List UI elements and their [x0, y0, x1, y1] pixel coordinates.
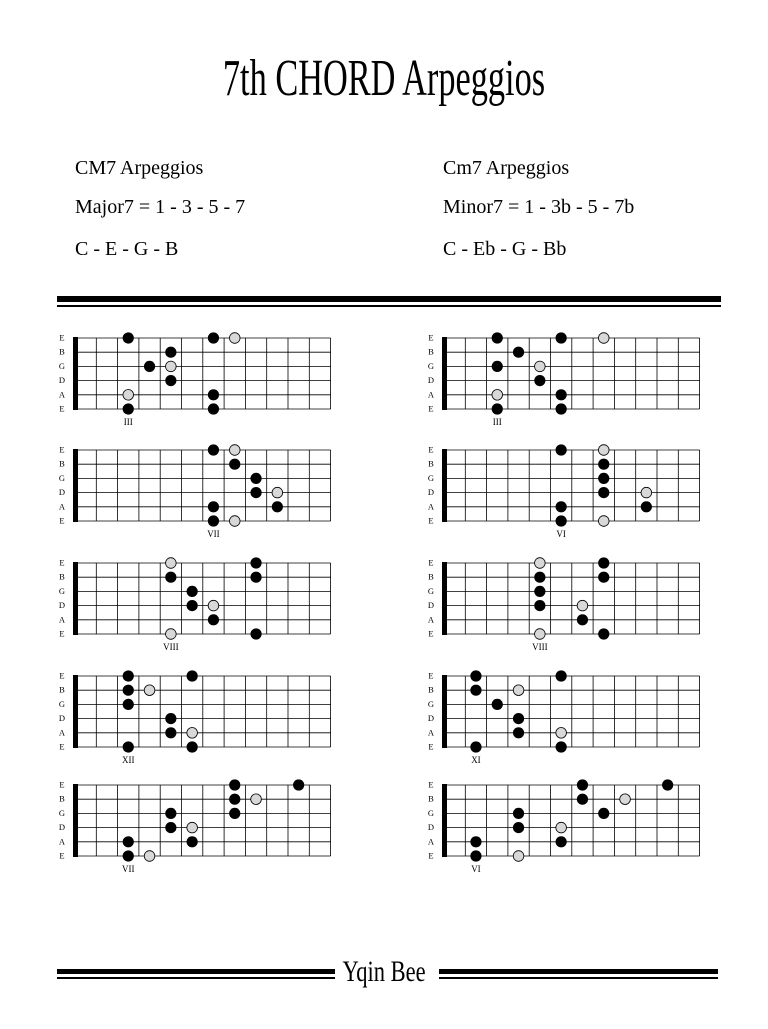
note-dot: [123, 850, 134, 861]
note-dot: [556, 515, 567, 526]
note-dot: [556, 670, 567, 681]
right-heading: Cm7 Arpeggios: [443, 157, 570, 179]
note-dot: [165, 347, 176, 358]
note-dot: [208, 389, 219, 400]
note-dot: [534, 600, 545, 611]
root-note-dot: [492, 390, 503, 401]
note-dot: [556, 332, 567, 343]
position-label: III: [123, 417, 133, 427]
nut: [442, 784, 447, 857]
string-label: E: [59, 444, 65, 455]
string-label: G: [427, 698, 435, 709]
note-dot: [250, 487, 261, 498]
fretboard-diagram: [428, 557, 700, 652]
string-label: E: [59, 779, 65, 790]
fretboard-diagram: [428, 332, 700, 427]
string-label: G: [58, 698, 66, 709]
string-label: E: [59, 515, 65, 526]
string-label: E: [59, 850, 65, 861]
string-label: B: [428, 571, 434, 582]
string-label: E: [59, 403, 65, 414]
note-dot: [144, 361, 155, 372]
nut: [73, 784, 78, 857]
string-label: E: [59, 670, 65, 681]
string-label: E: [428, 444, 434, 455]
string-label: G: [58, 585, 66, 596]
string-label: B: [59, 684, 65, 695]
string-label: E: [428, 779, 434, 790]
note-dot: [208, 515, 219, 526]
root-note-dot: [556, 728, 567, 739]
note-dot: [250, 572, 261, 583]
position-label: VIII: [163, 642, 179, 652]
note-dot: [229, 459, 240, 470]
string-label: A: [427, 836, 435, 847]
note-dot: [165, 727, 176, 738]
string-label: B: [59, 571, 65, 582]
note-dot: [662, 779, 673, 790]
note-dot: [165, 822, 176, 833]
note-dot: [641, 501, 652, 512]
note-dot: [534, 586, 545, 597]
note-dot: [123, 332, 134, 343]
string-label: B: [428, 458, 434, 469]
footer-rule-left-thick: [57, 969, 335, 974]
fretboard-diagram: [59, 779, 331, 874]
note-dot: [492, 699, 503, 710]
string-label: E: [59, 628, 65, 639]
position-label: VII: [122, 864, 135, 874]
note-dot: [513, 808, 524, 819]
nut: [73, 675, 78, 748]
note-dot: [470, 741, 481, 752]
fretboard-diagram: [428, 779, 700, 874]
string-label: E: [59, 741, 65, 752]
note-dot: [229, 808, 240, 819]
string-label: E: [428, 557, 434, 568]
note-dot: [208, 614, 219, 625]
note-dot: [123, 699, 134, 710]
string-label: E: [428, 850, 434, 861]
string-label: E: [428, 670, 434, 681]
string-label: D: [427, 822, 435, 833]
string-label: G: [58, 472, 66, 483]
string-label: E: [59, 332, 65, 343]
left-formula: Major7 = 1 - 3 - 5 - 7: [75, 196, 246, 218]
root-note-dot: [144, 851, 155, 862]
string-label: D: [427, 375, 435, 386]
note-dot: [577, 779, 588, 790]
fretboard-diagram: [59, 444, 331, 539]
string-label: E: [59, 557, 65, 568]
note-dot: [598, 808, 609, 819]
note-dot: [470, 850, 481, 861]
root-note-dot: [513, 685, 524, 696]
note-dot: [534, 572, 545, 583]
footer-author: Yqin Bee: [342, 955, 426, 988]
nut: [442, 337, 447, 410]
root-note-dot: [187, 728, 198, 739]
string-label: G: [58, 807, 66, 818]
root-note-dot: [123, 390, 134, 401]
footer-rule-right-thin: [439, 977, 718, 979]
string-label: B: [59, 458, 65, 469]
root-note-dot: [577, 600, 588, 611]
string-label: A: [58, 614, 66, 625]
note-dot: [598, 459, 609, 470]
string-label: G: [58, 360, 66, 371]
note-dot: [250, 628, 261, 639]
note-dot: [470, 836, 481, 847]
root-note-dot: [251, 794, 262, 805]
root-note-dot: [598, 445, 609, 456]
note-dot: [556, 836, 567, 847]
note-dot: [123, 403, 134, 414]
note-dot: [208, 444, 219, 455]
position-label: XII: [122, 755, 135, 765]
note-dot: [293, 779, 304, 790]
fretboard-diagram: [428, 444, 700, 539]
note-dot: [123, 741, 134, 752]
nut: [442, 449, 447, 522]
position-label: VI: [471, 864, 481, 874]
position-label: XI: [471, 755, 481, 765]
footer-rule-right-thick: [439, 969, 718, 974]
note-dot: [187, 741, 198, 752]
string-label: A: [58, 727, 66, 738]
note-dot: [556, 403, 567, 414]
fretboard-diagram: [428, 670, 700, 765]
note-dot: [556, 741, 567, 752]
string-label: A: [427, 614, 435, 625]
position-label: VIII: [532, 642, 548, 652]
position-label: VII: [207, 529, 220, 539]
root-note-dot: [598, 516, 609, 527]
root-note-dot: [598, 333, 609, 344]
root-note-dot: [208, 600, 219, 611]
root-note-dot: [535, 629, 546, 640]
note-dot: [165, 808, 176, 819]
note-dot: [513, 822, 524, 833]
position-label: VI: [556, 529, 566, 539]
string-label: B: [59, 793, 65, 804]
string-label: D: [58, 822, 66, 833]
root-note-dot: [535, 558, 546, 569]
note-dot: [492, 361, 503, 372]
note-dot: [187, 670, 198, 681]
note-dot: [250, 473, 261, 484]
fretboard-diagram: [59, 670, 331, 765]
string-label: D: [427, 600, 435, 611]
note-dot: [598, 572, 609, 583]
string-label: E: [428, 628, 434, 639]
note-dot: [123, 670, 134, 681]
root-note-dot: [272, 487, 283, 498]
note-dot: [187, 836, 198, 847]
fretboard-diagram: [59, 557, 331, 652]
note-dot: [513, 727, 524, 738]
nut: [442, 562, 447, 635]
note-dot: [598, 628, 609, 639]
string-label: E: [428, 741, 434, 752]
string-label: A: [58, 501, 66, 512]
note-dot: [470, 670, 481, 681]
string-label: E: [428, 403, 434, 414]
fretboard-diagram: [59, 332, 331, 427]
note-dot: [598, 487, 609, 498]
note-dot: [577, 614, 588, 625]
string-label: A: [427, 389, 435, 400]
string-label: E: [428, 332, 434, 343]
root-note-dot: [229, 516, 240, 527]
string-label: D: [427, 487, 435, 498]
string-label: A: [427, 501, 435, 512]
note-dot: [165, 375, 176, 386]
note-dot: [470, 685, 481, 696]
root-note-dot: [620, 794, 631, 805]
note-dot: [229, 779, 240, 790]
note-dot: [165, 572, 176, 583]
root-note-dot: [144, 685, 155, 696]
note-dot: [598, 557, 609, 568]
note-dot: [187, 586, 198, 597]
note-dot: [556, 444, 567, 455]
right-formula: Minor7 = 1 - 3b - 5 - 7b: [443, 196, 635, 218]
root-note-dot: [166, 558, 177, 569]
left-heading: CM7 Arpeggios: [75, 157, 204, 179]
string-label: G: [427, 472, 435, 483]
string-label: B: [428, 793, 434, 804]
note-dot: [556, 389, 567, 400]
nut: [73, 562, 78, 635]
root-note-dot: [535, 361, 546, 372]
string-label: B: [428, 684, 434, 695]
note-dot: [208, 403, 219, 414]
note-dot: [577, 794, 588, 805]
note-dot: [187, 600, 198, 611]
root-note-dot: [229, 333, 240, 344]
note-dot: [513, 713, 524, 724]
string-label: A: [427, 727, 435, 738]
string-label: D: [58, 713, 66, 724]
string-label: D: [427, 713, 435, 724]
string-label: E: [428, 515, 434, 526]
note-dot: [513, 347, 524, 358]
root-note-dot: [513, 851, 524, 862]
note-dot: [556, 501, 567, 512]
position-label: III: [492, 417, 502, 427]
footer-rule-left-thin: [57, 977, 335, 979]
nut: [442, 675, 447, 748]
root-note-dot: [229, 445, 240, 456]
note-dot: [250, 557, 261, 568]
note-dot: [272, 501, 283, 512]
string-label: D: [58, 375, 66, 386]
string-label: A: [58, 836, 66, 847]
note-dot: [208, 501, 219, 512]
nut: [73, 337, 78, 410]
string-label: B: [59, 346, 65, 357]
note-dot: [165, 713, 176, 724]
root-note-dot: [556, 822, 567, 833]
root-note-dot: [166, 361, 177, 372]
left-notes: C - E - G - B: [75, 238, 179, 260]
note-dot: [208, 332, 219, 343]
root-note-dot: [166, 629, 177, 640]
note-dot: [123, 836, 134, 847]
string-label: D: [58, 487, 66, 498]
string-label: G: [427, 360, 435, 371]
note-dot: [492, 332, 503, 343]
string-label: G: [427, 807, 435, 818]
root-note-dot: [187, 822, 198, 833]
string-label: B: [428, 346, 434, 357]
note-dot: [229, 794, 240, 805]
right-notes: C - Eb - G - Bb: [443, 238, 567, 260]
note-dot: [598, 473, 609, 484]
string-label: G: [427, 585, 435, 596]
note-dot: [534, 375, 545, 386]
string-label: A: [58, 389, 66, 400]
note-dot: [123, 685, 134, 696]
nut: [73, 449, 78, 522]
root-note-dot: [641, 487, 652, 498]
note-dot: [492, 403, 503, 414]
string-label: D: [58, 600, 66, 611]
page-title: 7th CHORD Arpeggios: [222, 50, 546, 107]
